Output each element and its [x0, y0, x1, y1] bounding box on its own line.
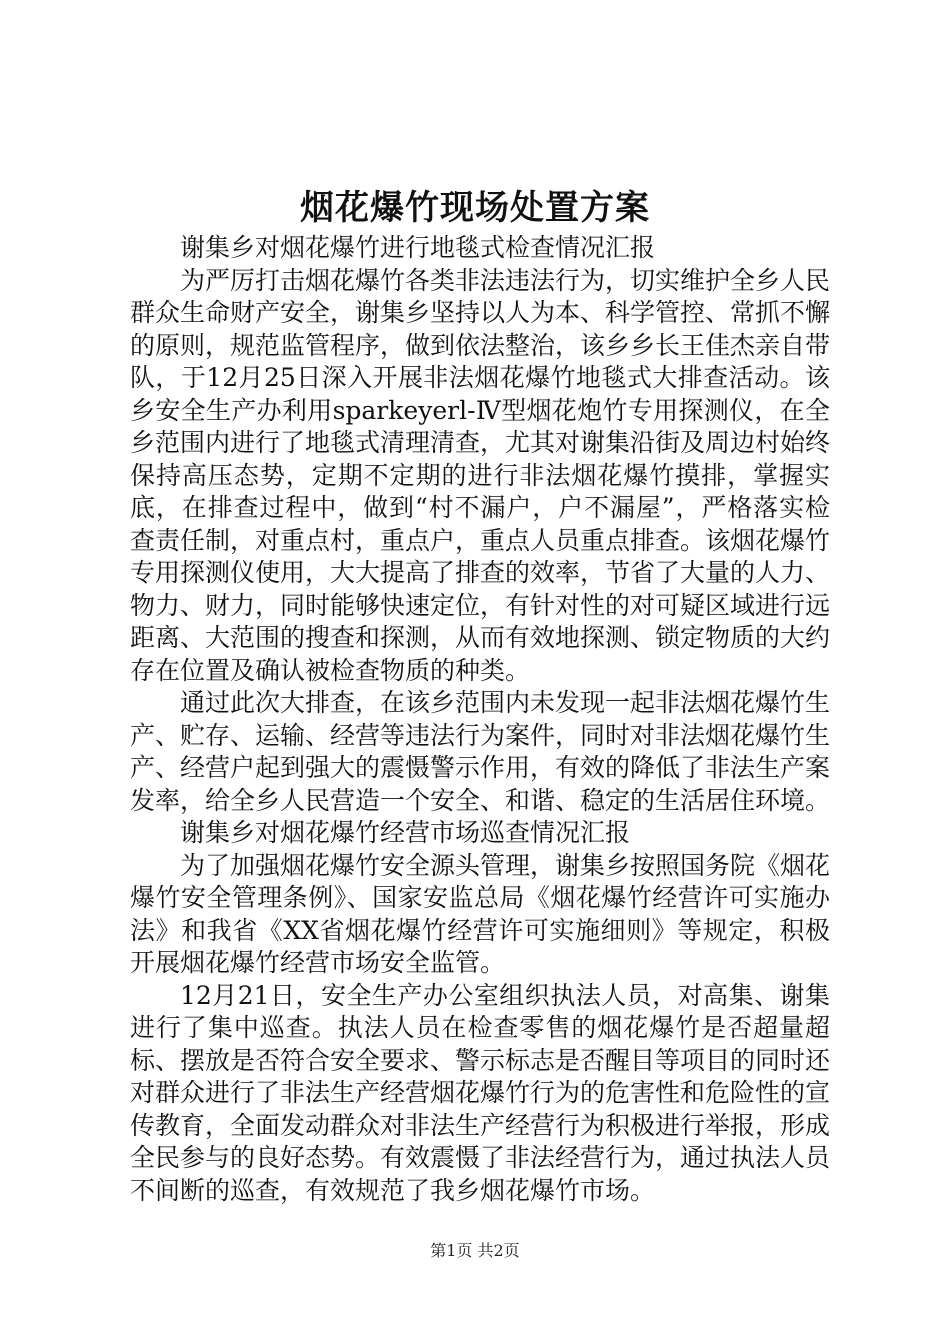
page-number-footer: 第1页 共2页	[430, 1241, 520, 1260]
paragraph-inspection-results: 通过此次大排查，在该乡范围内未发现一起非法烟花爆竹生产、贮存、运输、经营等违法行为案件，同时对非法烟花爆竹生产、经营户起到强大的震慑警示作用，有效的降低了非法生产案发率，给全乡人民营造一个安全、和谐、稳定的生活居住环境。	[130, 688, 831, 815]
paragraph-market-regulation: 为了加强烟花爆竹安全源头管理，谢集乡按照国务院《烟花爆竹安全管理条例》、国家安监总局《烟花爆竹经营许可实施办法》和我省《XX省烟花爆竹经营许可实施细则》等规定，积极开展烟花爆竹经营市场安全监管。	[130, 850, 831, 977]
section-heading-inspection: 谢集乡对烟花爆竹进行地毯式检查情况汇报	[180, 233, 656, 262]
section-heading-market-patrol: 谢集乡对烟花爆竹经营市场巡查情况汇报	[180, 818, 631, 847]
paragraph-inspection-details: 为严厉打击烟花爆竹各类非法违法行为，切实维护全乡人民群众生命财产安全，谢集乡坚持以人为本、科学管控、常抓不懈的原则，规范监管程序，做到依法整治，该乡乡长王佳杰亲自带队，于12月25日深入开展非法烟花爆竹地毯式大排查活动。该乡安全生产办利用sparkeyerl-Ⅳ型烟花炮竹专用探测仪，在全乡范围内进行了地毯式清理清查，尤其对谢集沿街及周边村始终保持高压态势，定期不定期的进行非法烟花爆竹摸排，掌握实底，在排查过程中，做到“村不漏户，户不漏屋”，严格落实检查责任制，对重点村，重点户，重点人员重点排查。该烟花爆竹专用探测仪使用，大大提高了排查的效率，节省了大量的人力、物力、财力，同时能够快速定位，有针对性的对可疑区域进行远距离、大范围的搜查和探测，从而有效地探测、锁定物质的大约存在位置及确认被检查物质的种类。	[130, 265, 831, 685]
paragraph-patrol-details: 12月21日，安全生产办公室组织执法人员，对高集、谢集进行了集中巡查。执法人员在检查零售的烟花爆竹是否超量超标、摆放是否符合安全要求、警示标志是否醒目等项目的同时还对群众进行了非法生产经营烟花爆竹行为的危害性和危险性的宣传教育，全面发动群众对非法生产经营行为积极进行举报，形成全民参与的良好态势。有效震慑了非法经营行为，通过执法人员不间断的巡查，有效规范了我乡烟花爆竹市场。	[130, 980, 831, 1205]
document-body	[130, 232, 830, 1207]
document-title: 烟花爆竹现场处置方案	[300, 188, 650, 228]
